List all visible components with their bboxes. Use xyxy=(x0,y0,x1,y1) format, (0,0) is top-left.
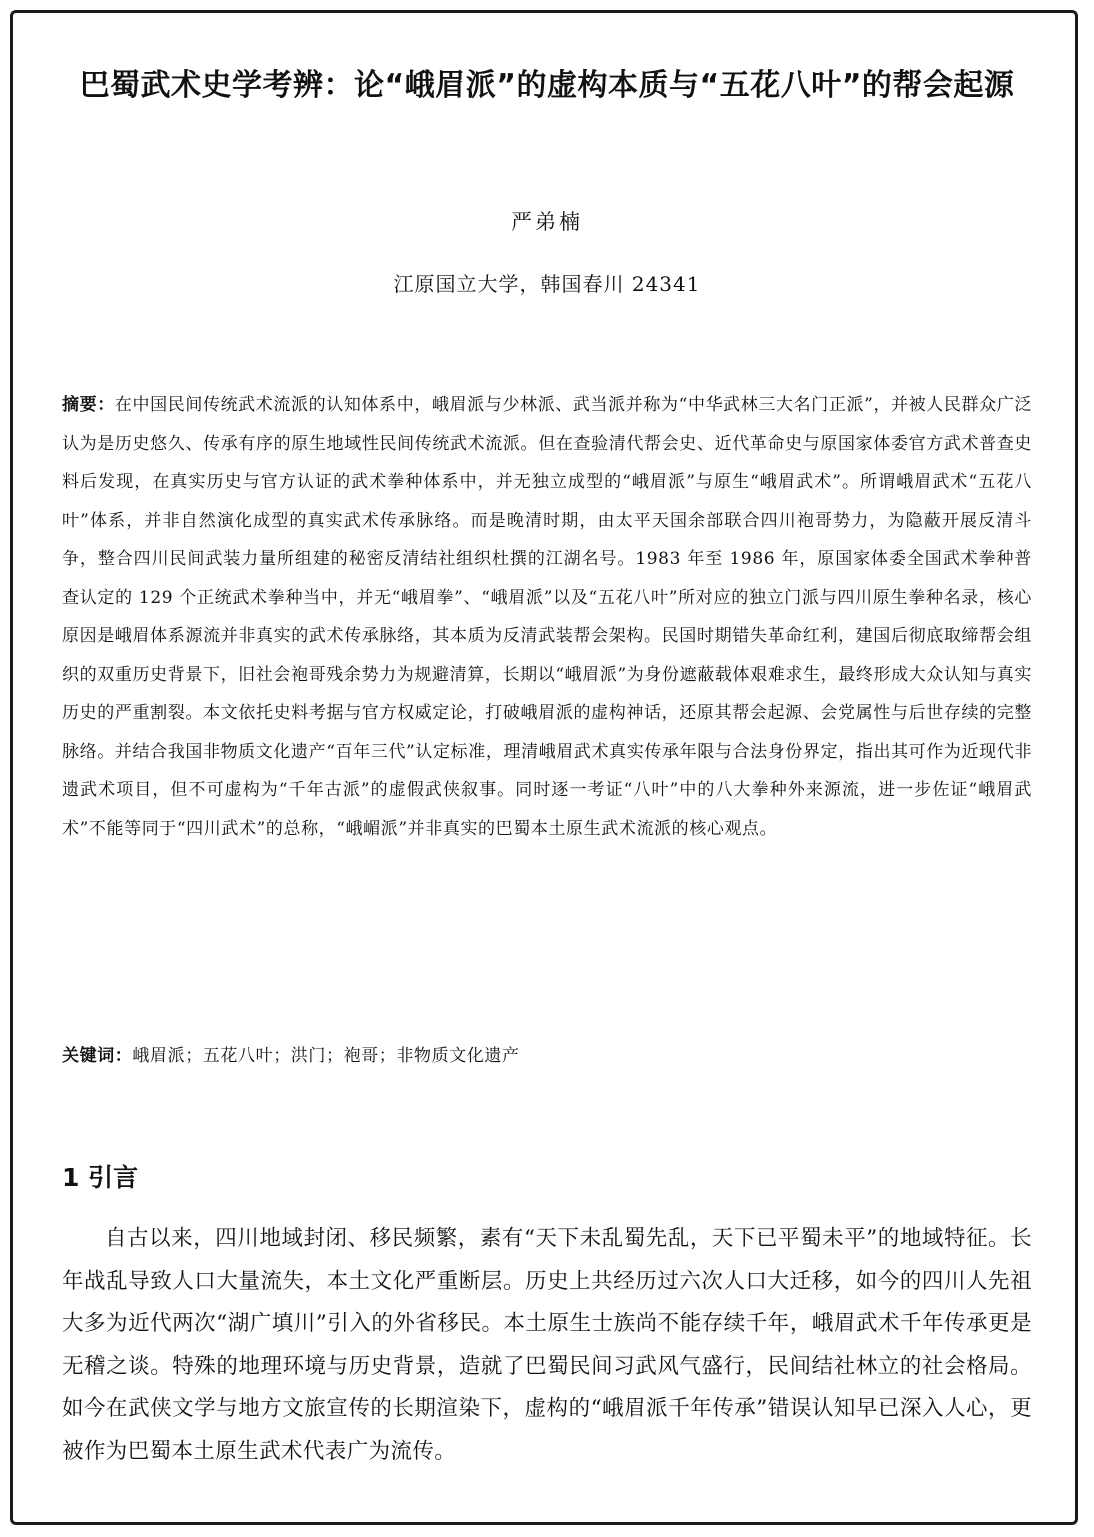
abstract-text: 在中国民间传统武术流派的认知体系中，峨眉派与少林派、武当派并称为“中华武林三大名门正派”，并被人民群众广泛认为是历史悠久、传承有序的原生地域性民间传统武术流派。但在查验清代帮会史、近代革命史与原国家体委官方武术普查史料后发现，在真实历史与官方认证的武术拳种体系中，并无独立成型的“峨眉派”与原生“峨眉武术”。所谓峨眉武术“五花八叶”体系，并非自然演化成型的真实武术传承脉络。而是晚清时期，由太平天国余部联合四川袍哥势力，为隐蔽开展反清斗争，整合四川民间武装力量所组建的秘密反清结社组织杜撰的江湖名号。1983 年至 1986 年，原国家体委全国武术拳种普查认定的 129 个正统武术拳种当中，并无“峨眉拳”、“峨眉派”以及“五花八叶”所对应的独立门派与四川原生拳种名录，核心原因是峨眉体系源流并非真实的武术传承脉络，其本质为反清武装帮会架构。民国时期错失革命红利，建国后彻底取缔帮会组织的双重历史背景下，旧社会袍哥残余势力为规避清算，长期以“峨眉派”为身份遮蔽载体艰难求生，最终形成大众认知与真实历史的严重割裂。本文依托史料考据与官方权威定论，打破峨眉派的虚构神话，还原其帮会起源、会党属性与后世存续的完整脉络。并结合我国非物质文化遗产“百年三代”认定标准，理清峨眉武术真实传承年限与合法身份界定，指出其可作为近现代非遗武术项目，但不可虚构为“千年古派”的虚假武侠叙事。同时逐一考证“八叶”中的八大拳种外来源流，进一步佐证“峨眉武术”不能等同于“四川武术”的总称，“峨嵋派”并非真实的巴蜀本土原生武术流派的核心观点。 xyxy=(62,395,1032,839)
paper-affiliation: 江原国立大学，韩国春川 24341 xyxy=(393,272,701,296)
abstract-label: 摘要： xyxy=(62,395,115,415)
paper-title: 巴蜀武术史学考辨：论“峨眉派”的虚构本质与“五花八叶”的帮会起源 xyxy=(79,68,1015,103)
section-heading-introduction: 1 引言 xyxy=(62,1163,139,1192)
keywords-section xyxy=(62,1041,1032,1071)
keywords-text: 峨眉派；五花八叶；洪门；袍哥；非物质文化遗产 xyxy=(132,1046,520,1066)
abstract-section xyxy=(62,386,1032,848)
paper-author: 严弟楠 xyxy=(511,210,583,234)
intro-paragraph: 自古以来，四川地域封闭、移民频繁，素有“天下未乱蜀先乱，天下已平蜀未平”的地域特征。长年战乱导致人口大量流失，本土文化严重断层。历史上共经历过六次人口大迁移，如今的四川人先祖大多为近代两次“湖广填川”引入的外省移民。本土原生士族尚不能存续千年，峨眉武术千年传承更是无稽之谈。特殊的地理环境与历史背景，造就了巴蜀民间习武风气盛行，民间结社林立的社会格局。如今在武侠文学与地方文旅宣传的长期渲染下，虚构的“峨眉派千年传承”错误认知早已深入人心，更被作为巴蜀本土原生武术代表广为流传。 xyxy=(62,1226,1032,1464)
keywords-label: 关键词： xyxy=(62,1046,133,1066)
